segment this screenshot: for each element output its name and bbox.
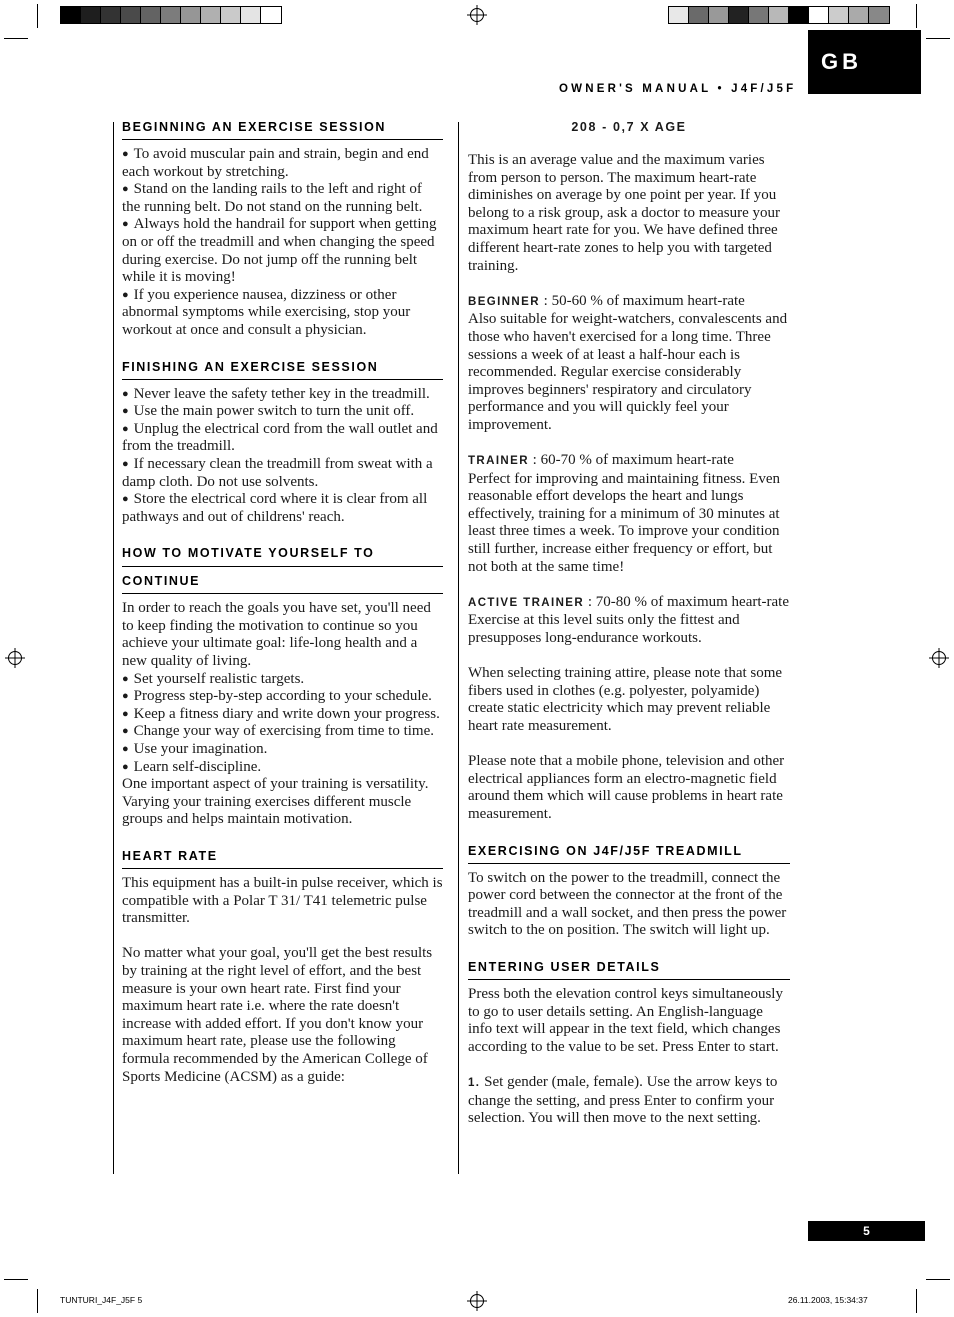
color-swatch	[829, 7, 849, 23]
language-badge: GB	[808, 30, 921, 94]
zone-trainer-desc: Perfect for improving and maintaining fitness. Even reasonable effort develops the heart and lungs effectively, training for a minimum of 30 minutes at least three times a week. To improve your condition still further, increase either frequency or effort, but not both at the same time!	[468, 470, 781, 575]
attire-note: When selecting training attire, please note that some fibers used in clothes (e.g. polyester, polyamide) create static electricity which may prevent reliable heart rate measurement.	[468, 665, 783, 734]
color-swatch	[729, 7, 749, 23]
list-item: ● Use the main power switch to turn the unit off.	[122, 403, 443, 421]
list-item: ● Use your imagination.	[122, 741, 443, 759]
color-swatch	[261, 7, 281, 23]
color-swatch	[221, 7, 241, 23]
formula-text: This is an average value and the maximum varies from person to person. The maximum heart-rate diminishes on average by one point per year. If you belong to a risk group, ask a doctor to measure your maximum heart rate for you. We have defined three different heart-rate zones to help you with targeted training.	[468, 152, 781, 274]
heart-rate-para1: This equipment has a built-in pulse receiver, which is compatible with a Polar T 31/ T41 telemetric pulse transmitter.	[122, 875, 443, 927]
color-swatch	[749, 7, 769, 23]
color-swatch	[769, 7, 789, 23]
section-heading-motivate-line1: HOW TO MOTIVATE YOURSELF TO	[122, 546, 443, 567]
finishing-bullets	[122, 386, 443, 527]
crop-mark	[4, 1279, 28, 1280]
color-swatch	[849, 7, 869, 23]
list-item: ● Unplug the electrical cord from the wall outlet and from the treadmill.	[122, 421, 443, 456]
crop-mark	[916, 1289, 917, 1313]
page-number: 5	[808, 1221, 925, 1241]
step-number: 1.	[468, 1076, 481, 1089]
color-swatch	[101, 7, 121, 23]
list-item: ● If necessary clean the treadmill from sweat with a damp cloth. Do not use solvents.	[122, 456, 443, 491]
right-column	[468, 120, 790, 1128]
list-item: ● Never leave the safety tether key in the treadmill.	[122, 386, 443, 404]
color-swatch	[789, 7, 809, 23]
section-heading-exercising: EXERCISING ON J4F/J5F TREADMILL	[468, 844, 790, 864]
footer-timestamp: 26.11.2003, 15:34:37	[788, 1295, 868, 1305]
list-item: ● Learn self-discipline.	[122, 759, 443, 777]
color-swatch	[809, 7, 829, 23]
section-heading-beginning: BEGINNING AN EXERCISE SESSION	[122, 120, 443, 140]
column-divider	[458, 122, 459, 1174]
phone-note: Please note that a mobile phone, television and other electrical appliances form an electro-magnetic field around them which will cause problems in heart rate measurement.	[468, 753, 785, 822]
zone-trainer: TRAINER : 60-70 % of maximum heart-rate	[468, 452, 734, 469]
section-heading-finishing: FINISHING AN EXERCISE SESSION	[122, 360, 443, 380]
crop-mark	[926, 38, 950, 39]
color-swatch	[869, 7, 889, 23]
crop-mark	[926, 1279, 950, 1280]
crop-mark	[37, 1289, 38, 1313]
color-swatch	[241, 7, 261, 23]
heart-rate-para2: No matter what your goal, you'll get the best results by training at the right level of effort, and the best measure is your own heart rate. First find your maximum heart rate i.e. where the rate doesn't increase with added effort. If you don't know your maximum heart rate, please use the following formula recommended by the American College of Sports Medicine (ACSM) as a guide:	[122, 945, 433, 1085]
zone-active-trainer-desc: Exercise at this level suits only the fittest and presupposes long-endurance workouts.	[468, 612, 740, 647]
user-details-step-1: 1. Set gender (male, female). Use the arrow keys to change the setting, and press Enter to confirm your selection. You will then move to the next setting.	[468, 1073, 778, 1127]
motivate-intro: In order to reach the goals you have set, you'll need to keep finding the motivation to continue so you achieve your ultimate goal: life-long health and a new quality of living.	[122, 600, 431, 670]
color-swatch	[161, 7, 181, 23]
section-heading-user-details: ENTERING USER DETAILS	[468, 960, 790, 980]
zone-label: BEGINNER	[468, 295, 540, 308]
crop-mark	[37, 4, 38, 28]
color-swatch	[689, 7, 709, 23]
zone-active-trainer: ACTIVE TRAINER : 70-80 % of maximum heart-rate	[468, 593, 790, 610]
zone-label: TRAINER	[468, 455, 529, 468]
exercising-text: To switch on the power to the treadmill, connect the power cord between the connector at the front of the treadmill and a wall socket, and then press the power switch to the on position. The switch will light up.	[468, 869, 787, 939]
color-calibration-bar-right	[668, 6, 890, 24]
motivate-outro: One important aspect of your training is versatility. Varying your training exercises different muscle groups and helps maintain motivation.	[122, 776, 429, 828]
registration-mark-icon	[470, 1294, 484, 1308]
color-swatch	[121, 7, 141, 23]
beginning-bullets	[122, 146, 443, 340]
zone-label: ACTIVE TRAINER	[468, 596, 585, 609]
footer-filename: TUNTURI_J4F_J5F 5	[60, 1295, 143, 1305]
color-swatch	[81, 7, 101, 23]
list-item: ● Keep a fitness diary and write down your progress.	[122, 706, 443, 724]
color-swatch	[181, 7, 201, 23]
crop-mark	[916, 4, 917, 28]
crop-mark	[4, 38, 28, 39]
list-item: ● Store the electrical cord where it is clear from all pathways and out of childrens' reach.	[122, 491, 443, 526]
list-item: ● To avoid muscular pain and strain, begin and end each workout by stretching.	[122, 146, 443, 181]
color-swatch	[201, 7, 221, 23]
list-item: ● Change your way of exercising from time to time.	[122, 723, 443, 741]
heart-rate-formula: 208 - 0,7 X AGE	[571, 120, 687, 134]
registration-mark-icon	[8, 651, 22, 665]
manual-title: OWNER'S MANUAL • J4F/J5F	[559, 83, 797, 95]
registration-mark-icon	[470, 8, 484, 22]
section-heading-motivate-line2: CONTINUE	[122, 567, 443, 594]
list-item: ● Set yourself realistic targets.	[122, 671, 443, 689]
list-item: ● If you experience nausea, dizziness or other abnormal symptoms while exercising, stop your workout at once and consult a physician.	[122, 287, 443, 340]
color-swatch	[709, 7, 729, 23]
list-item: ● Stand on the landing rails to the left and right of the running belt. Do not stand on the running belt.	[122, 181, 443, 216]
registration-mark-icon	[932, 651, 946, 665]
zone-beginner: BEGINNER : 50-60 % of maximum heart-rate	[468, 292, 745, 309]
left-column	[122, 120, 443, 1086]
list-item: ● Always hold the handrail for support when getting on or off the treadmill and when changing the speed during exercise. Do not jump off the running belt while it is moving!	[122, 216, 443, 286]
color-swatch	[141, 7, 161, 23]
color-calibration-bar-left	[60, 6, 282, 24]
color-swatch	[61, 7, 81, 23]
color-swatch	[669, 7, 689, 23]
user-details-text: Press both the elevation control keys simultaneously to go to user details setting. An English-language info text will appear in the text field, which changes according to the value to be set. Press Enter to start.	[468, 985, 783, 1055]
list-item: ● Progress step-by-step according to your schedule.	[122, 688, 443, 706]
zone-beginner-desc: Also suitable for weight-watchers, convalescents and those who haven't exercised for a long time. Three sessions a week of at least a half-hour each is recommended. Regular exercise considerably improves beginners' respiratory and circulatory performance and you will quickly feel your improvement.	[468, 311, 788, 433]
column-divider	[113, 122, 114, 1174]
section-heading-heart-rate: HEART RATE	[122, 849, 443, 869]
